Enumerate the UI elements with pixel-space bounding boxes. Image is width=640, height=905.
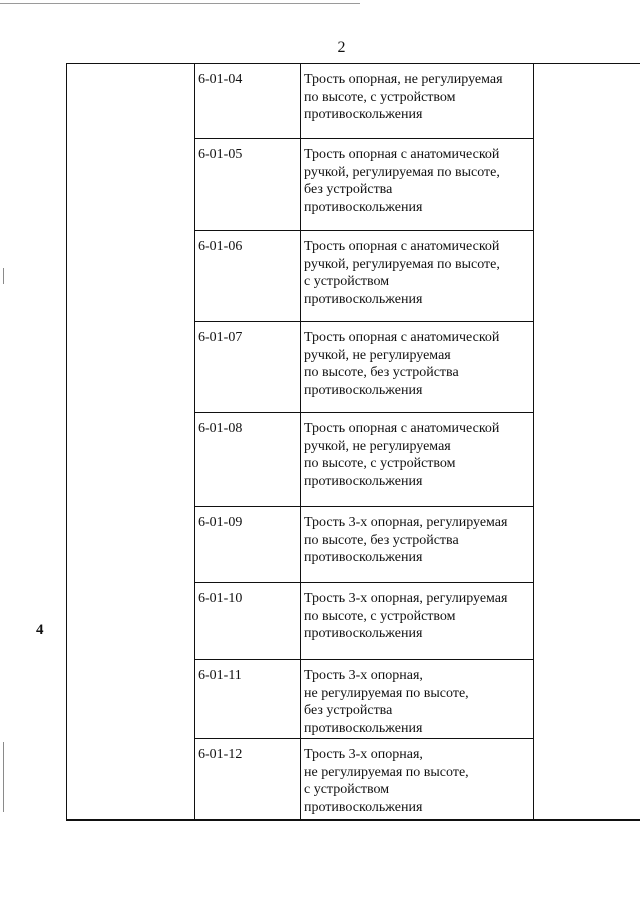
row-code: 6-01-12 xyxy=(195,739,301,820)
row-description: Трость опорная с анатомической ручкой, регулируемая по высоте, с устройством противоскольжения xyxy=(301,231,534,322)
row-code: 6-01-07 xyxy=(195,322,301,413)
device-codes-table xyxy=(66,63,640,821)
row-description: Трость опорная с анатомической ручкой, регулируемая по высоте, без устройства противоскольжения xyxy=(301,139,534,231)
table-row xyxy=(67,64,640,139)
row-code: 6-01-10 xyxy=(195,583,301,660)
margin-speck xyxy=(3,742,4,812)
row-code: 6-01-09 xyxy=(195,507,301,583)
row-description: Трость 3-х опорная, не регулируемая по высоте, без устройства противоскольжения xyxy=(301,660,534,739)
row-description: Трость опорная с анатомической ручкой, не регулируемая по высоте, с устройством противоскольжения xyxy=(301,413,534,507)
row-code: 6-01-04 xyxy=(195,64,301,139)
empty-right-column xyxy=(534,64,640,820)
row-description: Трость опорная, не регулируемая по высоте, с устройством противоскольжения xyxy=(301,64,534,139)
row-description: Трость 3-х опорная, регулируемая по высоте, с устройством противоскольжения xyxy=(301,583,534,660)
row-description: Трость опорная с анатомической ручкой, не регулируемая по высоте, без устройства противоскольжения xyxy=(301,322,534,413)
empty-left-column xyxy=(67,64,195,820)
margin-speck xyxy=(3,268,4,284)
row-code: 6-01-05 xyxy=(195,139,301,231)
scan-edge-line xyxy=(0,3,360,4)
page-number: 2 xyxy=(337,39,346,56)
left-margin-mark: 4 xyxy=(36,622,44,638)
row-description: Трость 3-х опорная, регулируемая по высоте, без устройства противоскольжения xyxy=(301,507,534,583)
row-code: 6-01-11 xyxy=(195,660,301,739)
row-code: 6-01-06 xyxy=(195,231,301,322)
row-description: Трость 3-х опорная, не регулируемая по высоте, с устройством противоскольжения xyxy=(301,739,534,820)
row-code: 6-01-08 xyxy=(195,413,301,507)
